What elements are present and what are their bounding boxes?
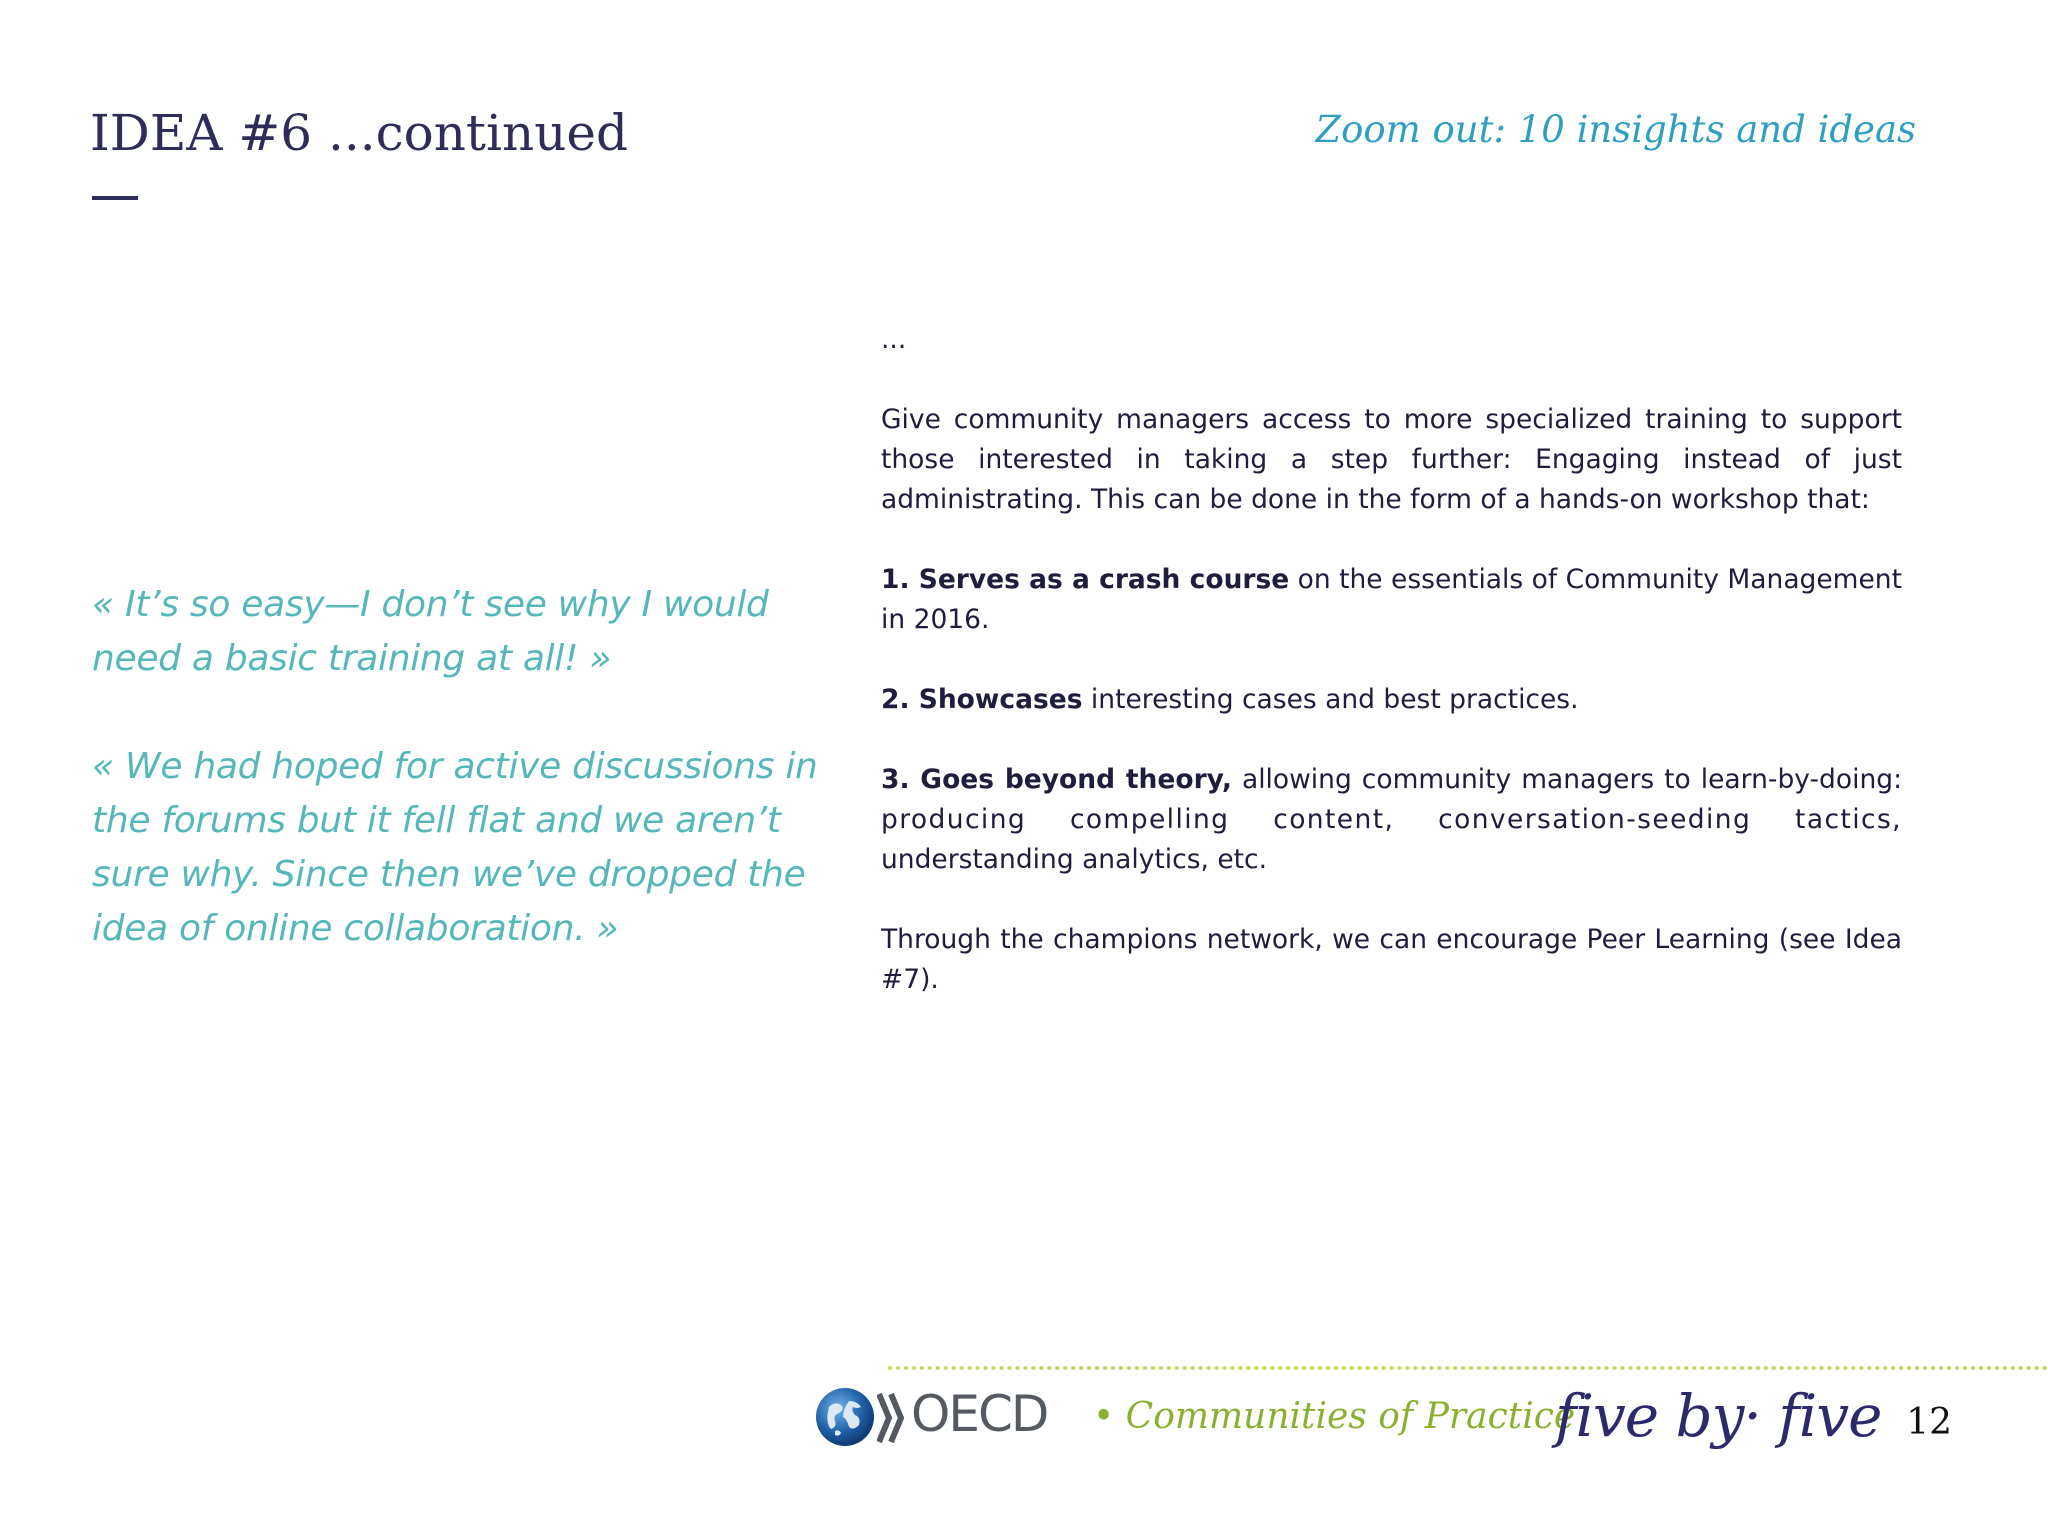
point-3 xyxy=(881,760,1902,880)
point-3-lead: 3. Goes beyond theory, xyxy=(881,764,1232,795)
intro-paragraph: Give community managers access to more specialized training to support those interested in taking a step further: Engaging instead of just administrating. This can be done in the form of a hands-on workshop that: xyxy=(881,404,1902,515)
point-1-lead: 1. Serves as a crash course xyxy=(881,564,1290,595)
footer xyxy=(815,1382,1985,1452)
point-1-text: on the essentials of Community Management in 2016. xyxy=(881,564,1902,635)
point-2-lead: 2. Showcases xyxy=(881,684,1083,715)
point-2-text: interesting cases and best practices. xyxy=(1082,684,1579,715)
page-number: 12 xyxy=(1906,1402,1952,1443)
body-text-column xyxy=(881,320,1902,1000)
quotes-column xyxy=(92,578,842,956)
quote-1: « It’s so easy—I don’t see why I would need a basic training at all! » xyxy=(92,584,769,679)
point-2 xyxy=(881,680,1902,720)
point-3-text-c: understanding analytics, etc. xyxy=(881,844,1268,875)
five-by-five-logo: five by· five xyxy=(1555,1382,1882,1450)
page-title: IDEA #6 ...continued xyxy=(90,104,629,162)
point-3-text-a: allowing community managers to learn-by-doing: xyxy=(1231,764,1902,795)
oecd-arrows-icon xyxy=(877,1390,907,1446)
point-3-text-b: producing compelling content, conversation-seeding tactics, xyxy=(881,804,1902,835)
communities-of-practice-label: • Communities of Practice xyxy=(1093,1396,1576,1437)
point-1 xyxy=(881,560,1902,640)
closing-paragraph: Through the champions network, we can encourage Peer Learning (see Idea #7). xyxy=(881,924,1902,995)
footer-dotted-rule xyxy=(888,1366,2048,1370)
oecd-logo-text: OECD xyxy=(911,1385,1048,1443)
title-underline xyxy=(92,196,138,200)
ellipsis: ... xyxy=(881,324,907,355)
globe-icon xyxy=(815,1387,875,1447)
section-label: Zoom out: 10 insights and ideas xyxy=(1315,108,1916,151)
quote-2: « We had hoped for active discussions in the forums but it fell flat and we aren’t sure why. Since then we’ve dropped the idea of online collaboration. » xyxy=(92,746,818,949)
